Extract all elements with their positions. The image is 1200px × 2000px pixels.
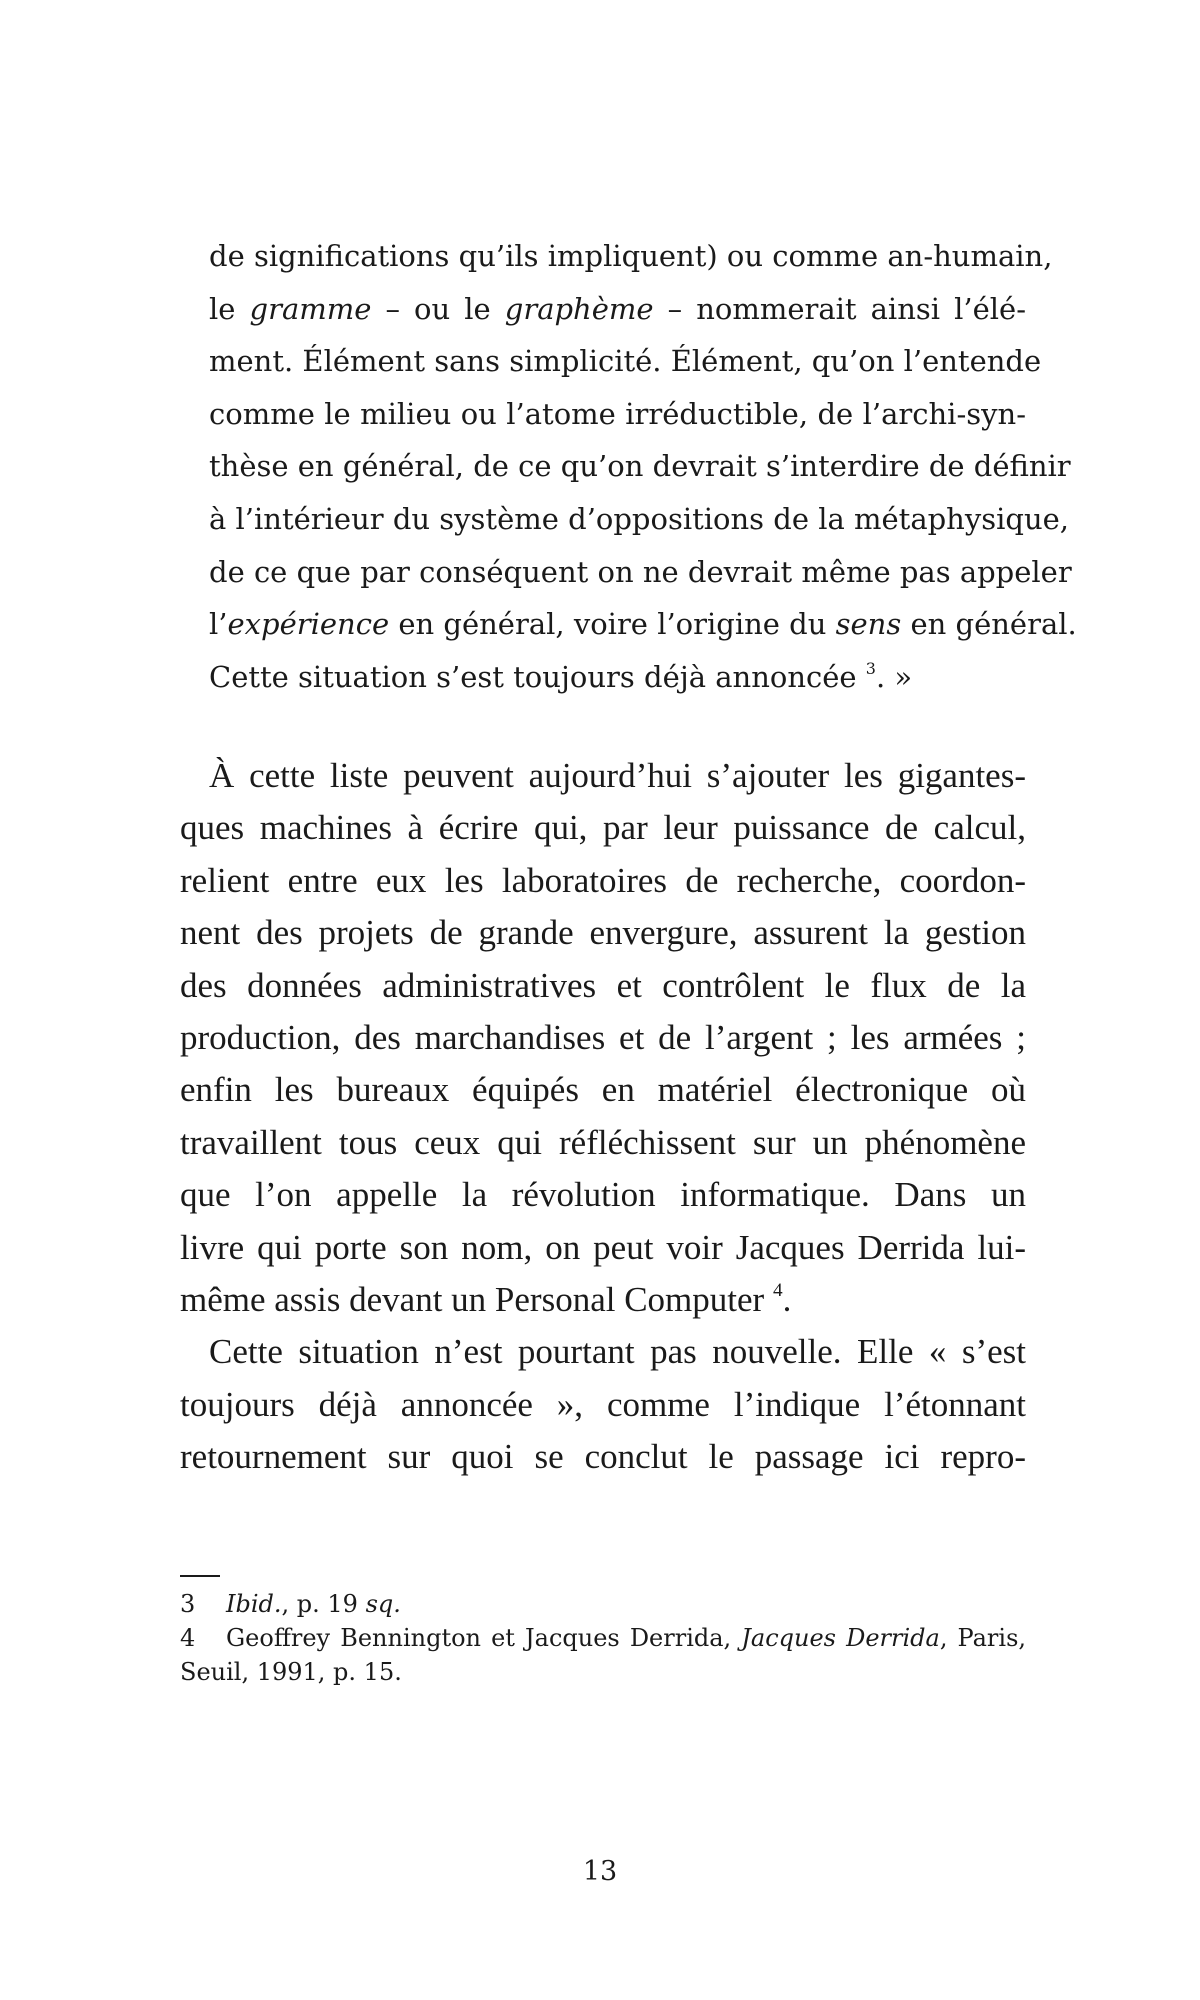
paragraph — [180, 1326, 1026, 1483]
body-line: enfin les bureaux équipés en matériel électronique où — [180, 1070, 1026, 1110]
quote-line: le gramme – ou le graphème – nommerait ainsi l’élé- — [209, 291, 1026, 326]
footnote-ref-3: 3 — [865, 658, 876, 678]
body-line: Cette situation n’est pourtant pas nouvelle. Elle « s’est — [209, 1332, 1026, 1372]
quote-line: à l’intérieur du système d’oppositions de la métaphysique, — [209, 501, 1070, 536]
footnote-4-continued: Seuil, 1991, p. 15. — [180, 1658, 402, 1686]
main-text — [180, 750, 1026, 1484]
paragraph — [180, 750, 1026, 1326]
footnote-3: 3 Ibid., p. 19 sq. — [180, 1587, 1026, 1621]
body-line: retournement sur quoi se conclut le passage ici repro- — [180, 1437, 1026, 1477]
body-line: relient entre eux les laboratoires de recherche, coordon- — [180, 860, 1026, 900]
body-line: des données administratives et contrôlent le flux de la — [180, 965, 1026, 1005]
body-line: toujours déjà annoncée », comme l’indique l’étonnant — [180, 1384, 1026, 1424]
body-line: À cette liste peuvent aujourd’hui s’ajouter les gigantes- — [209, 756, 1026, 795]
body-line: que l’on appelle la révolution informatique. Dans un — [180, 1175, 1026, 1215]
footnote-separator — [180, 1575, 220, 1577]
body-line: livre qui porte son nom, on peut voir Jacques Derrida lui- — [180, 1227, 1026, 1267]
quote-line: de ce que par conséquent on ne devrait même pas appeler — [209, 554, 1072, 589]
quote-line: de significations qu’ils impliquent) ou comme an-humain, — [209, 239, 1053, 273]
body-line: même assis devant un Personal Computer $^4$. — [180, 1279, 792, 1320]
quote-line: thèse en général, de ce qu’on devrait s’interdire de définir — [209, 449, 1071, 484]
footnotes — [180, 1587, 1026, 1689]
body-line: travaillent tous ceux qui réfléchissent sur un phénomène — [180, 1122, 1026, 1162]
body-line: ques machines à écrire qui, par leur puissance de calcul, — [180, 808, 1026, 848]
quote-line: l’expérience en général, voire l’origine du sens en général. — [209, 607, 1077, 642]
page-number: 13 — [582, 1856, 618, 1887]
footnote-ref-4: 4 — [772, 1279, 783, 1301]
body-line: nent des projets de grande envergure, assurent la gestion — [180, 913, 1026, 953]
footnote-number: 4 — [180, 1624, 196, 1652]
quote-line: ment. Élément sans simplicité. Élément, qu’on l’entende — [209, 344, 1042, 379]
quote-line: comme le milieu ou l’atome irréductible, de l’archi-syn- — [209, 396, 1026, 431]
body-line: production, des marchandises et de l’argent ; les armées ; — [180, 1018, 1026, 1058]
footnote-4: 4 Geoffrey Bennington et Jacques Derrida, Jacques Derrida, Paris, — [180, 1621, 1026, 1655]
block-quote — [209, 230, 1077, 703]
footnote-number: 3 — [180, 1590, 196, 1618]
quote-line: Cette situation s’est toujours déjà annoncée $^3$. » — [209, 658, 913, 694]
